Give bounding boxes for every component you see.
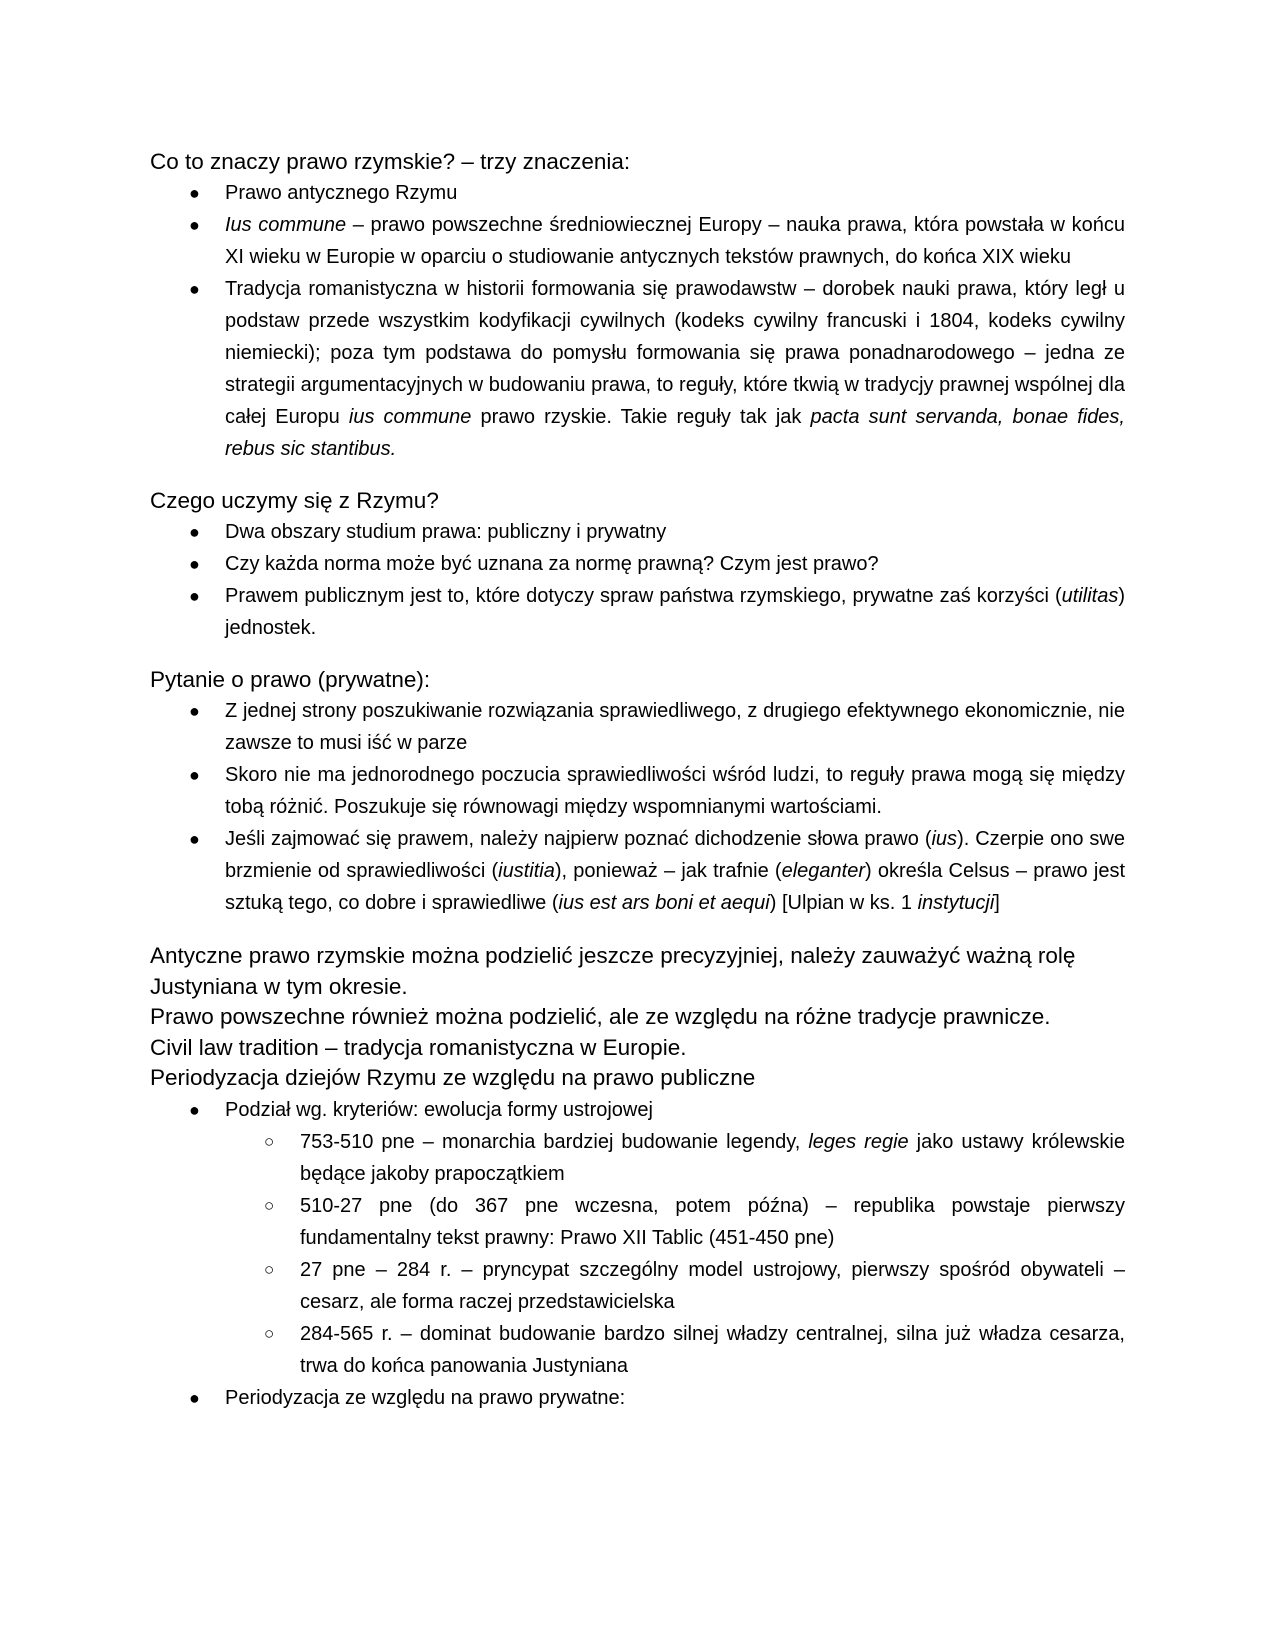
meanings-list [150,177,1125,465]
list-item: ● Podział wg. kryteriów: ewolucja formy ustrojowej [150,1094,1125,1126]
bullet-icon: ● [189,701,200,721]
bullet-icon: ● [189,586,200,606]
bullet-icon: ● [189,215,200,235]
list-item: ● Jeśli zajmować się prawem, należy najpierw poznać dichodzenie słowa prawo (ius). Czerpie ono swe brzmienie od sprawiedliwości (iustitia), ponieważ – jak trafnie (eleganter) określa Celsus – prawo jest sztuką tego, co dobre i sprawiedliwe (ius est ars boni et aequi) [Ulpian w ks. 1 instytucji] [150,823,1125,919]
circle-bullet-icon: ○ [264,1323,275,1343]
list-item: ● Dwa obszary studium prawa: publiczny i prywatny [150,516,1125,548]
list-item: ● Z jednej strony poszukiwanie rozwiązania sprawiedliwego, z drugiego efektywnego ekonomicznie, nie zawsze to musi iść w parze [150,695,1125,759]
paragraph-common-law: Prawo powszechne również można podzielić, ale ze względu na różne tradycje prawnicze. [150,1004,1051,1029]
bullet-icon: ● [189,279,200,299]
periodization-list [150,1094,1125,1126]
private-law-list [150,695,1125,919]
sublist-item: ○ 753-510 pne – monarchia bardziej budowanie legendy, leges regie jako ustawy królewskie będące jakoby prapoczątkiem [150,1126,1125,1190]
periodization-list-2 [150,1382,1125,1414]
section-heading-rome: Czego uczymy się z Rzymu? [150,488,439,513]
list-item: ● Prawo antycznego Rzymu [150,177,1125,209]
bullet-icon: ● [189,1387,200,1408]
circle-bullet-icon: ○ [264,1131,275,1151]
paragraph-civil-law: Civil law tradition – tradycja romanistyczna w Europie. [150,1034,687,1060]
document-page [150,146,1125,1414]
list-item: ● Tradycja romanistyczna w historii formowania się prawodawstw – dorobek nauki prawa, który legł u podstaw przede wszystkim kodyfikacji cywilnych (kodeks cywilny francuski i 1804, kodeks cywilny niemiecki); poza tym podstawa do pomysłu formowania się prawa ponadnarodowego – jedna ze strategii argumentacyjnych w budowaniu prawa, to reguły, które tkwią w tradycjy prawnej wspólnej dla całej Europu ius commune prawo rzyskie. Takie reguły tak jak pacta sunt servanda, bonae fides, rebus sic stantibus. [150,273,1125,465]
periods-sublist [150,1126,1125,1382]
section-heading-private-law: Pytanie o prawo (prywatne): [150,667,431,692]
bullet-icon: ● [189,554,200,574]
bullet-icon: ● [189,183,200,203]
list-item: ● Ius commune – prawo powszechne średniowiecznej Europy – nauka prawa, która powstała w końcu XI wieku w Europie w oparciu o studiowanie antycznych tekstów prawnych, do końca XIX wieku [150,209,1125,273]
paragraph-periodization: Periodyzacja dziejów Rzymu ze względu na prawo publiczne [150,1065,756,1090]
circle-bullet-icon: ○ [264,1259,275,1279]
list-item: ● Czy każda norma może być uznana za normę prawną? Czym jest prawo? [150,548,1125,580]
sublist-item: ○ 27 pne – 284 r. – pryncypat szczególny model ustrojowy, pierwszy spośród obywateli – cesarz, ale forma raczej przedstawicielska [150,1254,1125,1318]
circle-bullet-icon: ○ [264,1195,275,1215]
list-item: ● Skoro nie ma jednorodnego poczucia sprawiedliwości wśród ludzi, to reguły prawa mogą się między tobą różnić. Poszukuje się równowagi między wspomnianymi wartościami. [150,759,1125,823]
bullet-icon: ● [189,522,200,542]
bullet-icon: ● [189,1099,200,1120]
sublist-item: ○ 510-27 pne (do 367 pne wczesna, potem późna) – republika powstaje pierwszy fundamentalny tekst prawny: Prawo XII Tablic (451-450 pne) [150,1190,1125,1254]
paragraph-antique-law: Antyczne prawo rzymskie można podzielić jeszcze precyzyjniej, należy zauważyć ważną rolę Justyniana w tym okresie. [150,943,1076,999]
bullet-icon: ● [189,765,200,785]
section-heading-meanings: Co to znaczy prawo rzymskie? – trzy znaczenia: [150,149,631,174]
list-item: ● Periodyzacja ze względu na prawo prywatne: [150,1382,1125,1414]
list-item: ● Prawem publicznym jest to, które dotyczy spraw państwa rzymskiego, prywatne zaś korzyści (utilitas) jednostek. [150,580,1125,644]
bullet-icon: ● [189,829,200,849]
sublist-item: ○ 284-565 r. – dominat budowanie bardzo silnej władzy centralnej, silna już władza cesarza, trwa do końca panowania Justyniana [150,1318,1125,1382]
rome-list [150,516,1125,644]
